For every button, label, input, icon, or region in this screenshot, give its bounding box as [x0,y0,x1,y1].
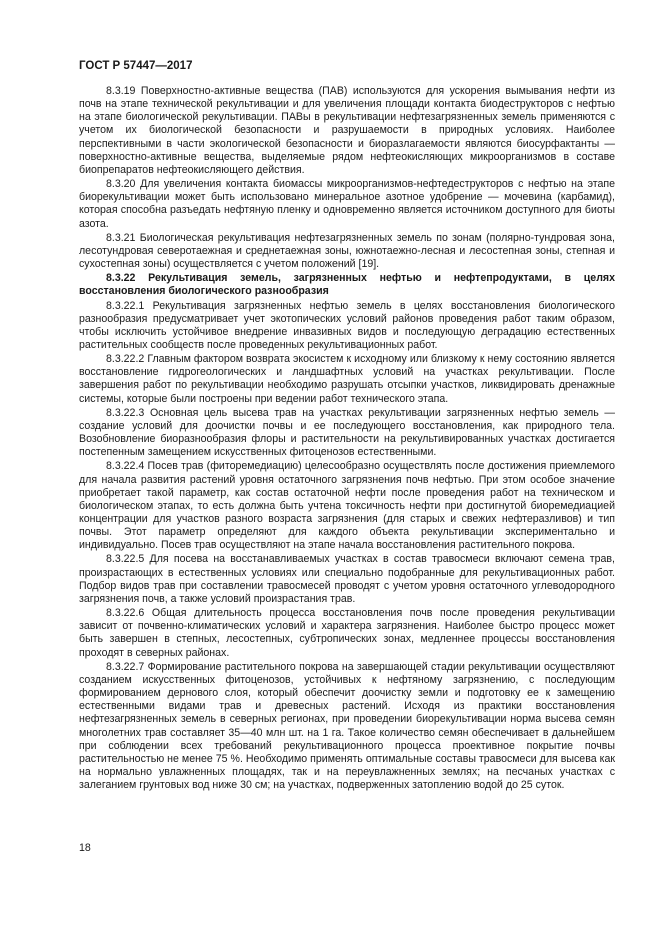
paragraph-8-3-20: 8.3.20 Для увеличения контакта биомассы микроорганизмов-нефтедеструкторов с нефтью на этапе биорекультивации может быть использовано минеральное азотное удобрение — мочевина (карбамид), которая способна разъедать нефтяную пленку и одновременно является источником доступного для биоты азота. [79,178,615,230]
paragraph-8-3-22-1: 8.3.22.1 Рекультивация загрязненных нефтью земель в целях восстановления биологического разнообразия предусматривает учет экотопических условий районов проведения работ таким образом, чтобы исключить устойчивое внедрение инвазивных видов и последующую деградацию естественных растительных сообществ после проведенных рекультивационных работ. [79,299,615,351]
document-header: ГОСТ Р 57447—2017 [79,60,193,72]
paragraph-8-3-22-2: 8.3.22.2 Главным фактором возврата экосистем к исходному или близкому к нему состоянию является восстановление гидрогеологических и ландшафтных условий на участках рекультивации. После завершения работ по рекультивации необходимо разрушать отсыпки участков, ликвидировать дренажные системы, которые были построены при ведении работ технического этапа. [79,353,615,405]
page-number: 18 [79,842,91,854]
paragraph-8-3-22-7: 8.3.22.7 Формирование растительного покрова на завершающей стадии рекультивации осуществляют созданием искусственных фитоценозов, устойчивых к нефтяному загрязнению, с последующим формированием дернового слоя, который обеспечит доочистку земли и подготовку ее к замещению естественными видами трав и древесных растений. Исходя из практики восстановления нефтезагрязненных земель в северных регионах, при проведении биорекультивации норма высева семян многолетних трав составляет 35—40 млн шт. на 1 га. Такое количество семян обеспечивает в дальнейшем при соблюдении всех требований рекультивационного процесса проективное покрытие почвы растительностью не менее 75 %. Необходимо применять оптимальные составы травосмеси для высева как на нормально увлажненных площадях, так и на переувлажненных землях; на песчаных участках с залеганием грунтовых вод ниже 30 см; на участках, подверженных затоплению водой до 25 суток. [79,660,615,792]
section-heading-8-3-22: 8.3.22 Рекультивация земель, загрязненных нефтью и нефтепродуктами, в целях восстановления биологического разнообразия [79,272,615,298]
paragraph-8-3-22-4: 8.3.22.4 Посев трав (фиторемедиацию) целесообразно осуществлять после достижения приемлемого для начала развития растений уровня остаточного загрязнения почв нефтью. При этом особое значение приобретает такой параметр, как состав остаточной нефти после проведения работ на техническом и биологическом этапах, то есть должна быть учтена токсичность нефти при достигнутой биоремедиацией концентрации для участков разного возраста загрязнения (для старых и свежих нефтеразливов) и тип почвы. Этот параметр определяют для каждого объекта рекультивации экспериментально и индивидуально. Посев трав осуществляют на этапе начала восстановления растительного покрова. [79,460,615,552]
paragraph-8-3-22-5: 8.3.22.5 Для посева на восстанавливаемых участках в состав травосмеси включают семена трав, произрастающих в естественных условиях или специально подобранные для рекультивационных работ. Подбор видов трав при составлении травосмесей проводят с учетом уровня остаточного углеводородного загрязнения почв, а также условий произрастания трав. [79,553,615,605]
paragraph-8-3-22-3: 8.3.22.3 Основная цель высева трав на участках рекультивации загрязненных нефтью земель — создание условий для доочистки почвы и ее последующего восстановления, как природного тела. Возобновление биоразнообразия флоры и растительности на рекультивированных участках достигается постепенным замещением искусственных фитоценозов естественными. [79,406,615,459]
paragraph-8-3-22-6: 8.3.22.6 Общая длительность процесса восстановления почв после проведения рекультивации зависит от почвенно-климатических условий и характера загрязнения. Наиболее быстро процесс может быть завершен в степных, лесостепных, субтропических зонах, медленнее процессы восстановления проходят в северных районах. [79,607,615,659]
document-body [79,85,615,793]
paragraph-8-3-21: 8.3.21 Биологическая рекультивация нефтезагрязненных земель по зонам (полярно-тундровая зона, лесотундровая северотаежная и среднетаежная зоны, южнотаежно-лесная и лесостепная зоны, степная и сухостепная зоны) осуществляется с учетом положений [19]. [79,231,615,271]
paragraph-8-3-19: 8.3.19 Поверхностно-активные вещества (ПАВ) используются для ускорения вымывания нефти из почв на этапе технической рекультивации и для увеличения площади контакта биодеструкторов с нефтью на этапе биологической рекультивации. ПАВы в рекультивации нефтезагрязненных земель применяются с учетом их биологической безопасности и разрушаемости в природных условиях. Наиболее перспективными в части экологической безопасности и биоразлагаемости являются биосурфактанты — поверхностно-активные вещества, выделяемые рядом нефтеокисляющих микроорганизмов в составе биопрепаратов нефтеокисляющего действия. [79,85,615,176]
